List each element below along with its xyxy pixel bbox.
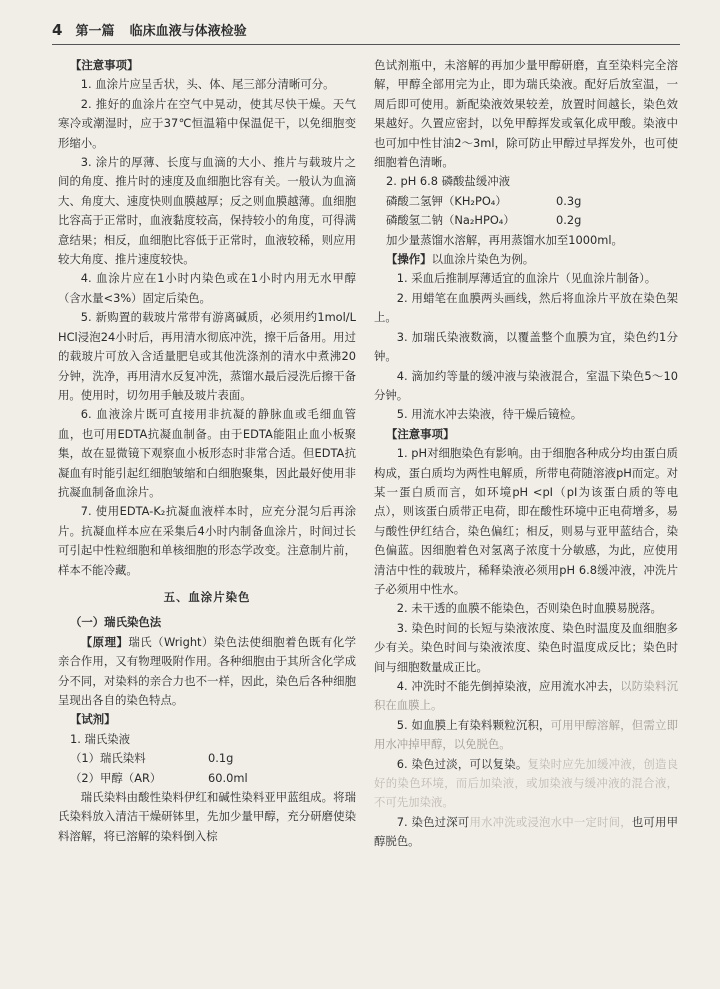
note-paragraph: 3. 染色时间的长短与染液浓度、染色时温度及血细胞多少有关。染色时间与染液浓度、染色时温度成反比；染色时间与细胞数量成正比。 xyxy=(374,620,678,674)
section-heading: 五、血涂片染色 xyxy=(163,589,251,604)
note-text: 5. 如血膜上有染料颗粒沉积， xyxy=(396,717,551,732)
note-paragraph: 4. 血涂片应在1小时内染色或在1小时内用无水甲醇（含水量<3%）固定后染色。 xyxy=(58,271,356,305)
buffer-row xyxy=(374,211,678,230)
note-paragraph xyxy=(374,716,678,755)
note-paragraph xyxy=(374,755,678,813)
reagent-paragraph: 瑞氏染料由酸性染料伊红和碱性染料亚甲蓝组成。将瑞氏染料放入清洁干燥研钵里，先加少量甲醇，充分研磨使染料溶解，将已溶解的染料倒入棕 xyxy=(58,790,356,843)
part-title: 临床血液与体液检验 xyxy=(129,24,247,39)
note-paragraph: 7. 使用EDTA-K₂抗凝血液样本时，应充分混匀后再涂片。抗凝血样本应在采集后4小时内制备血涂片，时间过长可引起中性粒细胞和单核细胞的形态学改变。注意制片前，样本不能冷藏。 xyxy=(58,504,356,577)
operation-paragraph xyxy=(374,250,678,269)
step-paragraph: 2. 用蜡笔在血膜两头画线，然后将血涂片平放在染色架上。 xyxy=(374,290,678,325)
continued-paragraph: 色试剂瓶中，未溶解的再加少量甲醇研磨，直至染料完全溶解，甲醇全部用完为止，即为瑞氏染液。配好后放室温，一周后即可使用。新配染液效果较差，放置时间越长，染色效果越好。久置应密封，以免甲醇挥发或氧化成甲酸。染液中也可加中性甘油2～3ml，除可防止甲醇过早挥发外，也可使细胞着色清晰。 xyxy=(374,58,678,170)
reagent-name: （2）甲醇（AR） xyxy=(70,770,162,785)
buffer-amount: 0.2g xyxy=(556,213,582,228)
step-paragraph: 1. 采血后推制厚薄适宜的血涂片（见血涂片制备）。 xyxy=(396,271,657,286)
reagent-amount: 60.0ml xyxy=(208,770,248,785)
note-text-faded: 可用甲醇溶解，但需立即用水冲掉甲醇，以免脱色。 xyxy=(374,717,678,752)
left-column xyxy=(58,56,356,846)
note-paragraph xyxy=(374,813,678,852)
header-rule xyxy=(52,44,680,45)
note-text-faded: 以防染料沉积在血膜上。 xyxy=(374,679,678,713)
note-paragraph: 6. 血液涂片既可直接用非抗凝的静脉血或毛细血管血，也可用EDTA抗凝血制备。由于EDTA能阻止血小板聚集，故在显微镜下观察血小板形态时非常合适。但EDTA抗凝血有时能引起红细胞皱缩和白细胞聚集，因此最好使用非抗凝血制备血涂片。 xyxy=(58,407,356,499)
buffer-heading: 2. pH 6.8 磷酸盐缓冲液 xyxy=(386,174,510,189)
principle-label: 【原理】 xyxy=(80,634,129,649)
note-text-faded: 用水冲洗或浸泡水中一定时间， xyxy=(469,814,632,829)
principle-paragraph xyxy=(58,633,356,711)
method-heading: （一）瑞氏染色法 xyxy=(70,615,162,630)
note-text: 4. 冲洗时不能先倒掉染液，应用流水冲去， xyxy=(396,679,621,693)
step-paragraph: 4. 滴加约等量的缓冲液与染液混合，室温下染色5～10分钟。 xyxy=(374,368,678,402)
note-text-faded: 复染时应先加缓冲液，创造良好的染色环境，而后加染液，或加染液与缓冲液的混合液，不可先加染液。 xyxy=(374,756,678,810)
right-column xyxy=(374,56,678,852)
principle-text: 瑞氏（Wright）染色法使细胞着色既有化学亲合作用，又有物理吸附作用。各种细胞由于其所含化学成分不同，对染料的亲合力也不一样，因此，染色后各种细胞呈现出各自的染色特点。 xyxy=(58,634,356,707)
buffer-name: 磷酸二氢钾（KH₂PO₄） xyxy=(386,193,507,208)
note-paragraph: 1. pH对细胞染色有影响。由于细胞各种成分均由蛋白质构成，蛋白质均为两性电解质，所带电荷随溶液pH而定。对某一蛋白质而言，如环境pH <pI（pI为该蛋白质的等电点），则该蛋白质带正电荷，即在酸性环境中正电荷增多，易与酸性伊红结合，染色偏红；相反，则易与亚甲蓝结合，染色偏蓝。因细胞着色对氢离子浓度十分敏感，为此，应使用清洁中性的载玻片，稀释染液必须用pH 6.8缓冲液，冲洗片子必须用中性水。 xyxy=(374,446,678,596)
reagent-amount: 0.1g xyxy=(208,751,234,766)
note-paragraph xyxy=(374,677,678,716)
note-paragraph: 5. 新购置的载玻片常带有游离碱质，必须用约1mol/L HCl浸泡24小时后，再用清水彻底冲洗，擦干后备用。用过的载玻片可放入含适量肥皂或其他洗涤剂的清水中煮沸20分钟，洗净，再用清水反复冲洗，蒸馏水最后浸洗后擦干备用。使用时，切勿用手触及玻片表面。 xyxy=(58,310,356,402)
note-text: 6. 染色过淡，可以复染。 xyxy=(396,756,528,771)
note-text: 也可用甲醇脱色。 xyxy=(374,814,678,849)
notes-heading: 【注意事项】 xyxy=(70,58,139,72)
reagent-subheading: 1. 瑞氏染液 xyxy=(70,731,131,746)
note-paragraph: 2. 推好的血涂片在空气中晃动，使其尽快干燥。天气寒冷或潮湿时，应于37℃恒温箱中保温促干，以免细胞变形缩小。 xyxy=(58,96,356,150)
step-paragraph: 3. 加瑞氏染液数滴，以覆盖整个血膜为宜，染色约1分钟。 xyxy=(374,329,678,364)
page-number: 4 xyxy=(52,21,63,39)
reagent-heading: 【试剂】 xyxy=(70,712,116,727)
reagent-row xyxy=(58,749,356,768)
note-paragraph: 3. 涂片的厚薄、长度与血滴的大小、推片与载玻片之间的角度、推片时的速度及血细胞比容有关。一般认为血滴大、角度大、速度快则血膜越厚；反之则血膜越薄。血细胞比容高于正常时，血液黏度较高，保持较小的角度，可得满意结果；相反，血细胞比容低于正常时，血液较稀，则应用较大角度、推片速度较快。 xyxy=(58,155,356,267)
buffer-amount: 0.3g xyxy=(556,193,582,208)
operation-label: 【操作】 xyxy=(386,252,432,267)
notes-heading: 【注意事项】 xyxy=(386,426,455,441)
operation-intro: 以血涂片染色为例。 xyxy=(431,252,535,267)
buffer-name: 磷酸氢二钠（Na₂HPO₄） xyxy=(386,213,515,228)
note-paragraph: 1. 血涂片应呈舌状，头、体、尾三部分清晰可分。 xyxy=(80,77,335,92)
reagent-row xyxy=(58,769,356,788)
note-paragraph: 2. 未干透的血膜不能染色，否则染色时血膜易脱落。 xyxy=(396,601,662,616)
part-label: 第一篇 xyxy=(75,24,115,39)
note-text: 7. 染色过深可 xyxy=(396,814,470,829)
buffer-row xyxy=(374,192,678,211)
step-paragraph: 5. 用流水冲去染液，待干燥后镜检。 xyxy=(396,407,583,422)
buffer-note: 加少量蒸馏水溶解，再用蒸馏水加至1000ml。 xyxy=(386,232,623,247)
reagent-name: （1）瑞氏染料 xyxy=(70,751,146,766)
